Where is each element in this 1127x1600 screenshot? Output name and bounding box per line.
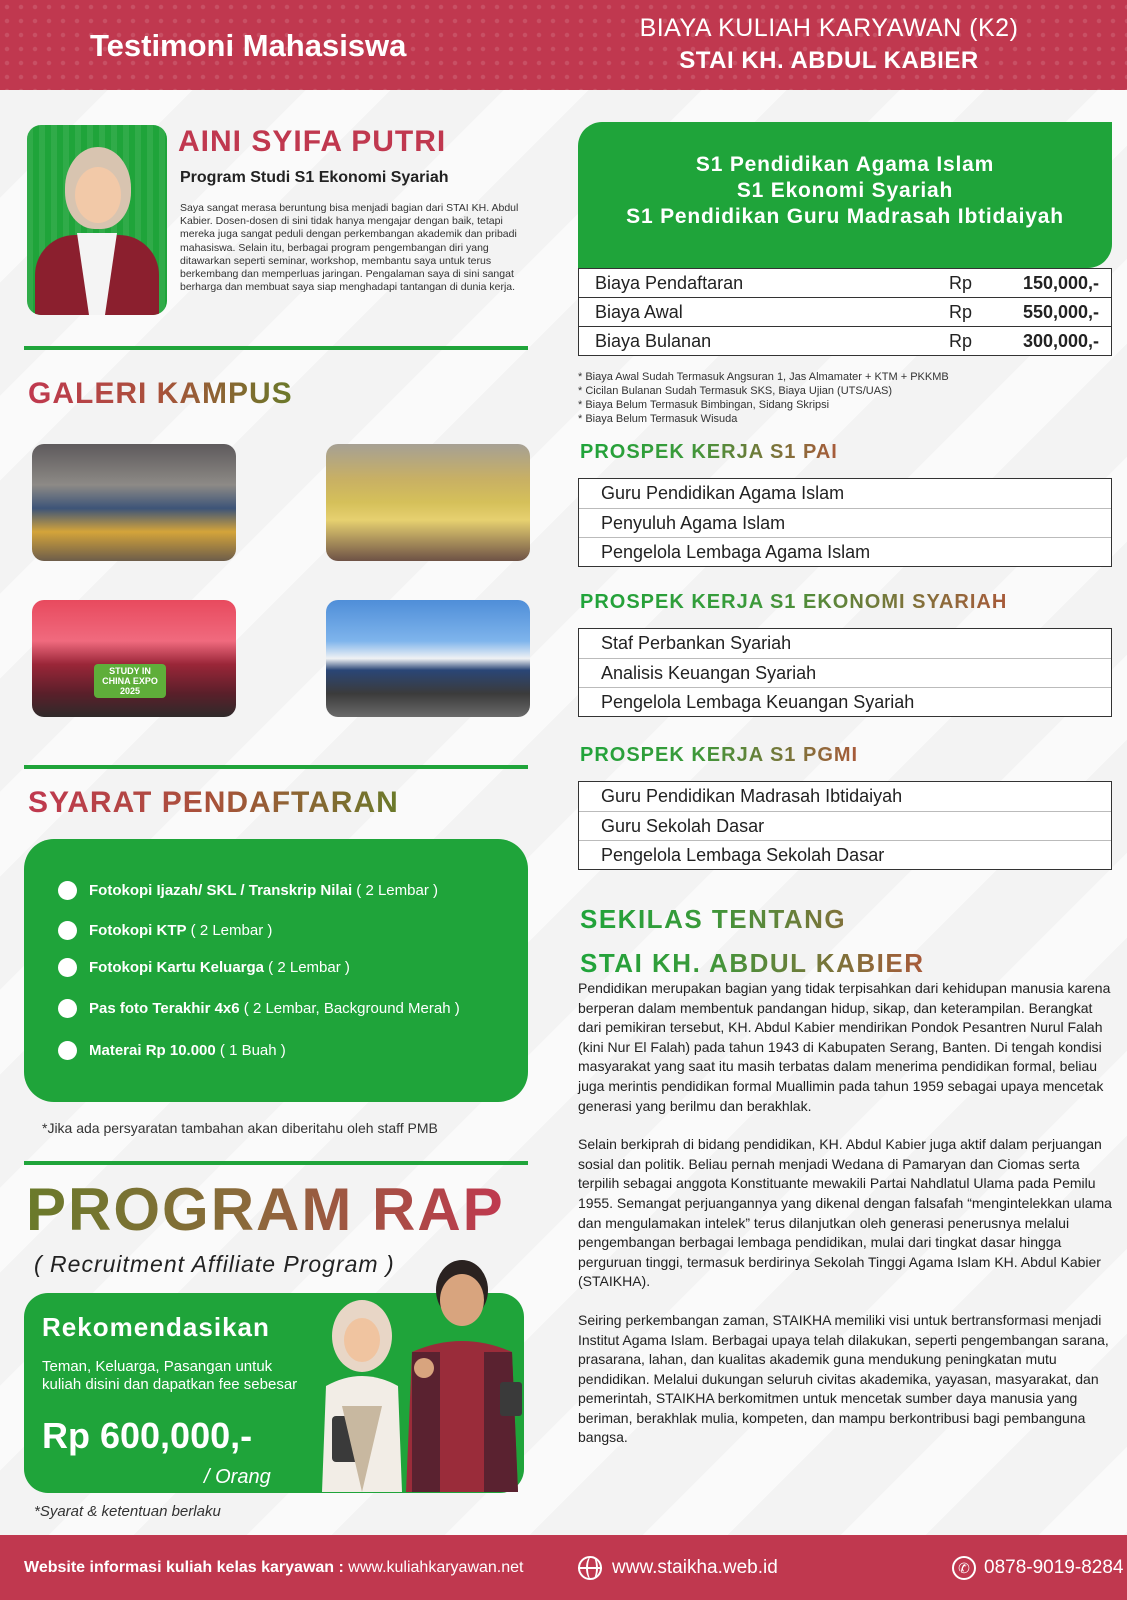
fee-table (578, 268, 1112, 356)
website-link[interactable]: www.kuliahkaryawan.net (348, 1559, 524, 1576)
rap-per-person: / Orang (204, 1466, 271, 1488)
divider (24, 765, 528, 769)
bullet-icon (58, 999, 77, 1018)
program-line: S1 Pendidikan Guru Madrasah Ibtidaiyah (626, 205, 1064, 228)
syarat-item: Fotokopi KTP ( 2 Lembar ) (58, 921, 272, 940)
gallery-photo-2 (326, 444, 530, 561)
bullet-icon (58, 921, 77, 940)
student-name: AINI SYIFA PUTRI (178, 125, 447, 158)
about-text: Pendidikan merupakan bagian yang tidak terpisahkan dari kehidupan manusia karena berperan dalam membentuk pandangan hidup, sikap, dan keterampilan. Berangkat dari pemikiran tersebut, KH. Abdul Kabier mendirikan Pondok Pesantren Nurul Falah (kini Nur El Falah) pada tahun 1943 di Kabupaten Serang, Banten. Di tengah kondisi masyarakat yang saat itu masih terbatas dalam menerima pendidikan formal, beliau juga merintis pendidikan formal Muallimin pada tahun 1959 sebagai upaya mencetak generasi yang berilmu dan berakhlak. Selain berkiprah di bidang pendidikan, KH. Abdul Kabier juga aktif dalam perjuangan sosial dan politik. Beliau pernah menjadi Wedana di Pamaryan dan Ciomas serta terpilih sebagai anggota Konstituante mewakili Partai Nahdlatul Ulama pada Pemilu 1955. Semangat perjuangannya yang dikenal dengan falsafah “mengintelekkan ulama dan mengulamakan intelek” terus dilanjutkan oleh generasi penerusnya melalui pengembangan berbagai lembaga pendidikan, mulai dari tingkat dasar hingga perguruan tinggi, termasuk berdirinya Sekolah Tinggi Agama Islam KH. Abdul Kabier (STAIKHA). Seiring perkembangan zaman, STAIKHA memiliki visi untuk bertransformasi menjadi Institut Agama Islam. Berbagai upaya telah dilakukan, seperti pengembangan sarana, prasarana, lahan, dan kualitas akademik guna mendukung peningkatan mutu pendidikan. Melalui dukungan seluruh civitas akademika, yayasan, masyarakat, dan pemerintah, STAIKHA berkomitmen untuk mencetak sumber daya manusia yang beriman, berakhlak mulia, kompeten, dan mampu berkontribusi bagi pembanguna bangsa. (578, 980, 1112, 1446)
prospek-title: PROSPEK KERJA S1 PAI (580, 441, 838, 463)
rap-description: Teman, Keluarga, Pasangan untuk kuliah disini dan dapatkan fee sebesar (42, 1358, 298, 1393)
globe-icon (578, 1556, 602, 1580)
header-subtitle-1: BIAYA KULIAH KARYAWAN (K2) (639, 14, 1019, 42)
rap-price: Rp 600,000,- (42, 1415, 253, 1456)
bullet-icon (58, 958, 77, 977)
syarat-title: SYARAT PENDAFTARAN (28, 786, 399, 819)
programs-box (578, 122, 1112, 268)
photo-caption: STUDY IN CHINA EXPO 2025 (94, 664, 166, 698)
about-title: SEKILAS TENTANG STAI KH. ABDUL KABIER (580, 897, 924, 985)
bullet-icon (58, 1041, 77, 1060)
syarat-item: Fotokopi Ijazah/ SKL / Transkrip Nilai ( 2 Lembar ) (58, 881, 438, 900)
fee-notes: * Biaya Awal Sudah Termasuk Angsuran 1, Jas Almamater + KTM + PKKMB * Cicilan Bulanan Sudah Termasuk SKS, Biaya Ujian (UTS/UAS) * Biaya Belum Termasuk Bimbingan, Sidang Skripsi * Biaya Belum Termasuk Wisuda (578, 371, 949, 425)
footer-website: Website informasi kuliah kelas karyawan : www.kuliahkaryawan.net (24, 1559, 524, 1576)
prospek-title: PROSPEK KERJA S1 EKONOMI SYARIAH (580, 591, 1008, 613)
header-subtitle-2: STAI KH. ABDUL KABIER (679, 47, 979, 74)
fee-row: Biaya Bulanan Rp 300,000,- (579, 326, 1111, 355)
header-title: Testimoni Mahasiswa (90, 28, 407, 63)
fee-row: Biaya Pendaftaran Rp 150,000,- (579, 268, 1111, 297)
program-line: S1 Ekonomi Syariah (736, 179, 954, 202)
face-shape (75, 167, 121, 223)
whatsapp-icon: ✆ (952, 1556, 976, 1580)
gallery-title: GALERI KAMPUS (28, 377, 293, 410)
bullet-icon (58, 881, 77, 900)
student-illustration-female (312, 1296, 412, 1492)
divider (24, 1161, 528, 1165)
gallery-photo-3 (32, 600, 236, 717)
student-illustration-male (400, 1252, 525, 1492)
header-right (619, 14, 1039, 75)
gallery-photo-1 (32, 444, 236, 561)
rap-heading: Rekomendasikan (42, 1312, 270, 1342)
program-line: S1 Pendidikan Agama Islam (695, 153, 995, 176)
gallery-photo-4 (326, 600, 530, 717)
prospek-table: Staf Perbankan Syariah Analisis Keuangan Syariah Pengelola Lembaga Keuangan Syariah (578, 628, 1112, 717)
student-photo (27, 125, 167, 315)
footer-web[interactable]: www.staikha.web.id (578, 1556, 778, 1580)
prospek-table: Guru Pendidikan Agama Islam Penyuluh Agama Islam Pengelola Lembaga Agama Islam (578, 478, 1112, 567)
rap-terms: *Syarat & ketentuan berlaku (34, 1503, 221, 1520)
syarat-note: *Jika ada persyaratan tambahan akan diberitahu oleh staff PMB (42, 1120, 438, 1136)
fee-row: Biaya Awal Rp 550,000,- (579, 297, 1111, 326)
syarat-item: Pas foto Terakhir 4x6 ( 2 Lembar, Background Merah ) (58, 999, 460, 1018)
prospek-table: Guru Pendidikan Madrasah Ibtidaiyah Guru Sekolah Dasar Pengelola Lembaga Sekolah Dasar (578, 781, 1112, 870)
divider (24, 346, 528, 350)
footer-phone[interactable]: ✆ 0878-9019-8284 (952, 1556, 1123, 1580)
rap-title: PROGRAM RAP (26, 1176, 505, 1243)
testimonial-text: Saya sangat merasa beruntung bisa menjadi bagian dari STAI KH. Abdul Kabier. Dosen-dosen di sini tidak hanya mengajar dengan baik, tetapi mereka juga sangat peduli dengan perkembangan akademik dan pribadi mahasiswa. Selain itu, berbagai program pengembangan diri yang ditawarkan seperti seminar, workshop, membantu saya untuk terus berkembang dan memperluas jaringan. Pengalaman saya di sini sangat berharga dan membuat saya siap menghadapi tantangan di dunia kerja. (180, 202, 519, 294)
syarat-item: Materai Rp 10.000 ( 1 Buah ) (58, 1041, 286, 1060)
prospek-title: PROSPEK KERJA S1 PGMI (580, 744, 859, 766)
syarat-item: Fotokopi Kartu Keluarga ( 2 Lembar ) (58, 958, 350, 977)
student-program: Program Studi S1 Ekonomi Syariah (180, 169, 449, 186)
footer-bar (0, 1535, 1127, 1600)
rap-subtitle: ( Recruitment Affiliate Program ) (34, 1251, 395, 1277)
